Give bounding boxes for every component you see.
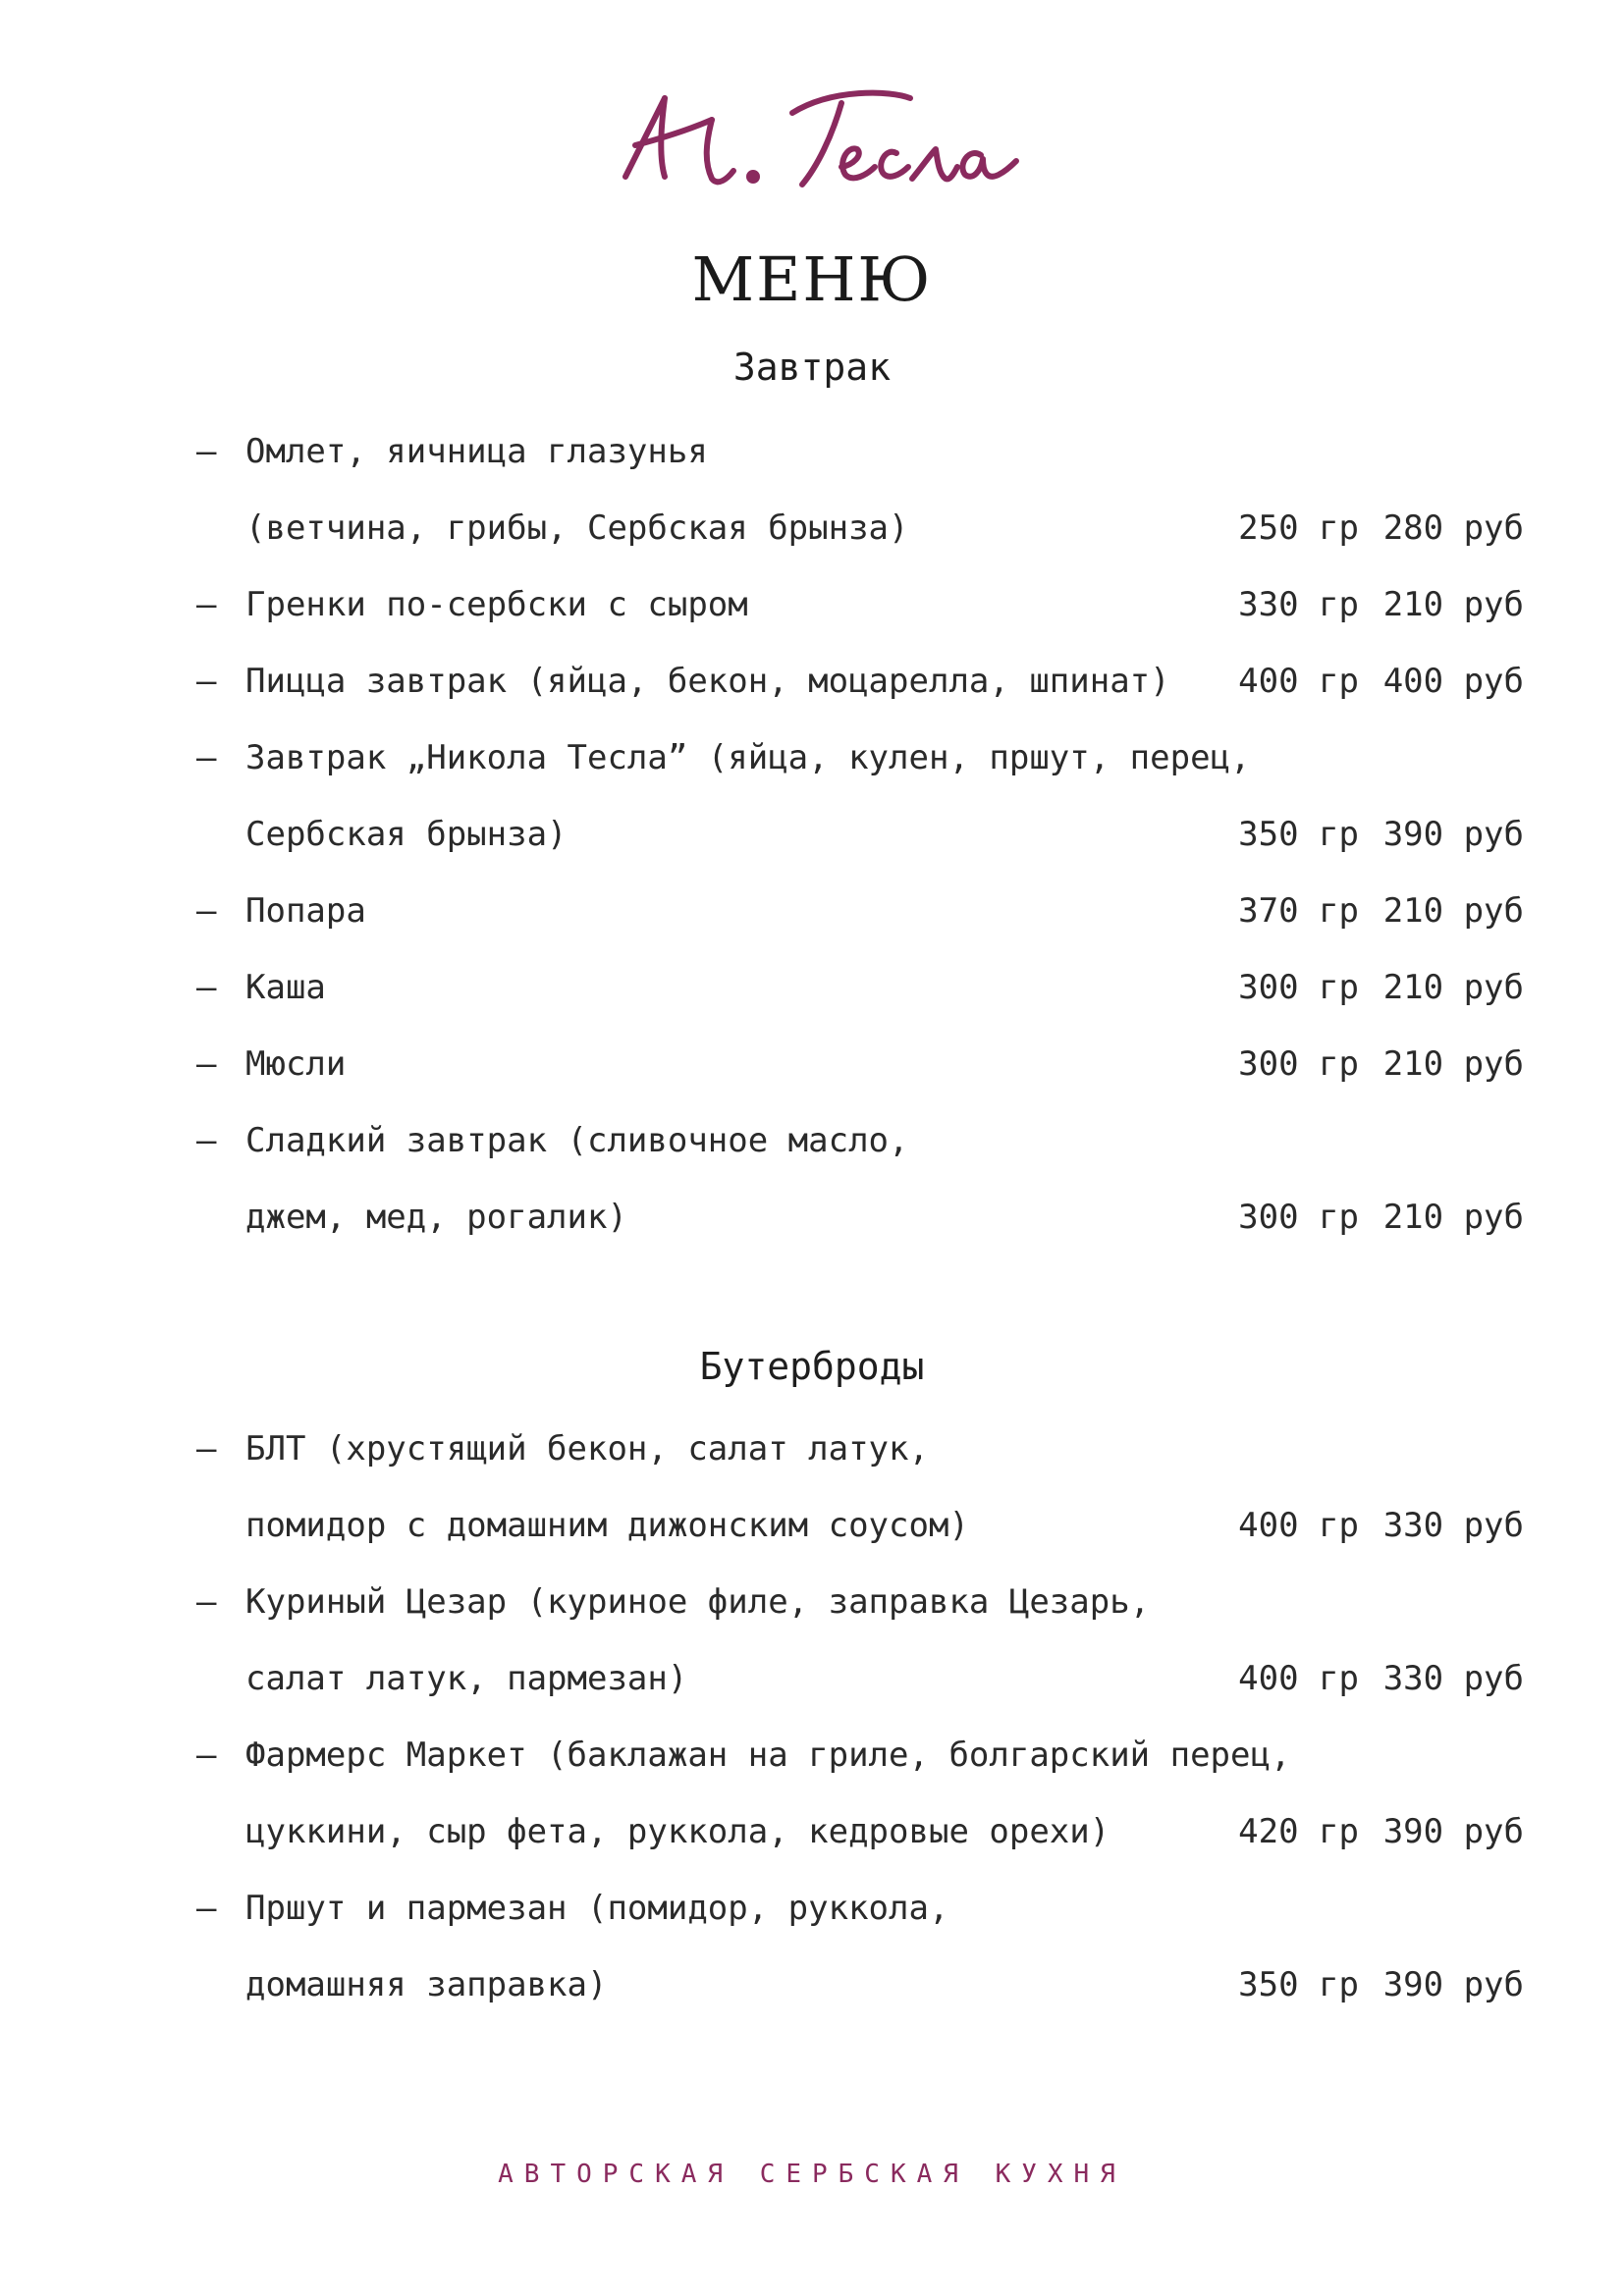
footer-tagline: АВТОРСКАЯ СЕРБСКАЯ КУХНЯ bbox=[498, 2160, 1126, 2189]
item-name: Сладкий завтрак (сливочное масло, bbox=[245, 1121, 909, 1160]
item-price: 210 руб bbox=[1382, 968, 1524, 1007]
menu-item-line bbox=[0, 1726, 1624, 1785]
item-name: Пршут и пармезан (помидор, руккола, bbox=[245, 1889, 949, 1928]
item-weight: 350 гр bbox=[1238, 1965, 1359, 2004]
menu-item-line bbox=[0, 499, 1624, 558]
item-name: (ветчина, грибы, Сербская брынза) bbox=[245, 508, 909, 548]
item-name: домашняя заправка) bbox=[245, 1965, 608, 2004]
item-name: помидор с домашним дижонским соусом) bbox=[245, 1506, 969, 1545]
bullet-dash: – bbox=[196, 1889, 217, 1928]
item-price: 390 руб bbox=[1382, 1812, 1524, 1851]
menu-item-line bbox=[0, 1879, 1624, 1938]
item-weight: 370 гр bbox=[1238, 891, 1359, 931]
bullet-dash: – bbox=[196, 1429, 217, 1468]
menu-item-line bbox=[0, 1035, 1624, 1094]
bullet-dash: – bbox=[196, 662, 217, 701]
item-price: 330 руб bbox=[1382, 1506, 1524, 1545]
item-price: 400 руб bbox=[1382, 662, 1524, 701]
bullet-dash: – bbox=[196, 1735, 217, 1775]
bullet-dash: – bbox=[196, 1044, 217, 1084]
item-weight: 350 гр bbox=[1238, 815, 1359, 854]
menu-item-line bbox=[0, 1188, 1624, 1247]
item-weight: 330 гр bbox=[1238, 585, 1359, 624]
item-price: 330 руб bbox=[1382, 1659, 1524, 1698]
menu-item-line bbox=[0, 652, 1624, 711]
menu-item-line bbox=[0, 958, 1624, 1017]
item-name: Каша bbox=[245, 968, 326, 1007]
menu-item-line bbox=[0, 805, 1624, 864]
item-weight: 420 гр bbox=[1238, 1812, 1359, 1851]
bullet-dash: – bbox=[196, 738, 217, 777]
logo bbox=[0, 69, 1624, 216]
bullet-dash: – bbox=[196, 891, 217, 931]
menu-item-line bbox=[0, 1955, 1624, 2014]
menu-item-line bbox=[0, 1802, 1624, 1861]
item-name: джем, мед, рогалик) bbox=[245, 1198, 627, 1237]
item-name: Завтрак „Никола Тесла” (яйца, кулен, пршут, перец, bbox=[245, 738, 1251, 777]
item-weight: 400 гр bbox=[1238, 1506, 1359, 1545]
menu-item-line bbox=[0, 422, 1624, 481]
item-price: 210 руб bbox=[1382, 891, 1524, 931]
item-name: Омлет, яичница глазунья bbox=[245, 432, 708, 471]
item-price: 210 руб bbox=[1382, 1198, 1524, 1237]
item-name: Пицца завтрак (яйца, бекон, моцарелла, шпинат) bbox=[245, 662, 1170, 701]
menu-item-line bbox=[0, 1496, 1624, 1555]
bullet-dash: – bbox=[196, 968, 217, 1007]
signature-logo bbox=[596, 69, 1028, 216]
section-title-breakfast: Завтрак bbox=[732, 346, 892, 389]
item-name: салат латук, пармезан) bbox=[245, 1659, 688, 1698]
item-name: Куриный Цезар (куриное филе, заправка Цезарь, bbox=[245, 1582, 1151, 1622]
item-price: 390 руб bbox=[1382, 1965, 1524, 2004]
page-title: МЕНЮ bbox=[691, 243, 933, 315]
menu-item-line bbox=[0, 1649, 1624, 1708]
menu-item-line bbox=[0, 575, 1624, 634]
item-weight: 250 гр bbox=[1238, 508, 1359, 548]
menu-item-line bbox=[0, 728, 1624, 787]
item-weight: 400 гр bbox=[1238, 662, 1359, 701]
item-weight: 300 гр bbox=[1238, 1198, 1359, 1237]
item-name: Мюсли bbox=[245, 1044, 347, 1084]
bullet-dash: – bbox=[196, 1582, 217, 1622]
item-price: 390 руб bbox=[1382, 815, 1524, 854]
item-name: Фармерс Маркет (баклажан на гриле, болгарский перец, bbox=[245, 1735, 1291, 1775]
item-weight: 300 гр bbox=[1238, 1044, 1359, 1084]
item-name: Попара bbox=[245, 891, 366, 931]
item-name: БЛТ (хрустящий бекон, салат латук, bbox=[245, 1429, 929, 1468]
menu-item-line bbox=[0, 881, 1624, 940]
item-price: 210 руб bbox=[1382, 1044, 1524, 1084]
menu-item-line bbox=[0, 1573, 1624, 1631]
item-name: цуккини, сыр фета, руккола, кедровые орехи) bbox=[245, 1812, 1110, 1851]
item-price: 210 руб bbox=[1382, 585, 1524, 624]
bullet-dash: – bbox=[196, 585, 217, 624]
item-weight: 400 гр bbox=[1238, 1659, 1359, 1698]
bullet-dash: – bbox=[196, 432, 217, 471]
item-name: Гренки по-сербски с сыром bbox=[245, 585, 748, 624]
section-title-sandwiches: Бутерброды bbox=[699, 1345, 925, 1388]
menu-item-line bbox=[0, 1419, 1624, 1478]
menu-item-line bbox=[0, 1111, 1624, 1170]
item-name: Сербская брынза) bbox=[245, 815, 568, 854]
item-weight: 300 гр bbox=[1238, 968, 1359, 1007]
item-price: 280 руб bbox=[1382, 508, 1524, 548]
bullet-dash: – bbox=[196, 1121, 217, 1160]
